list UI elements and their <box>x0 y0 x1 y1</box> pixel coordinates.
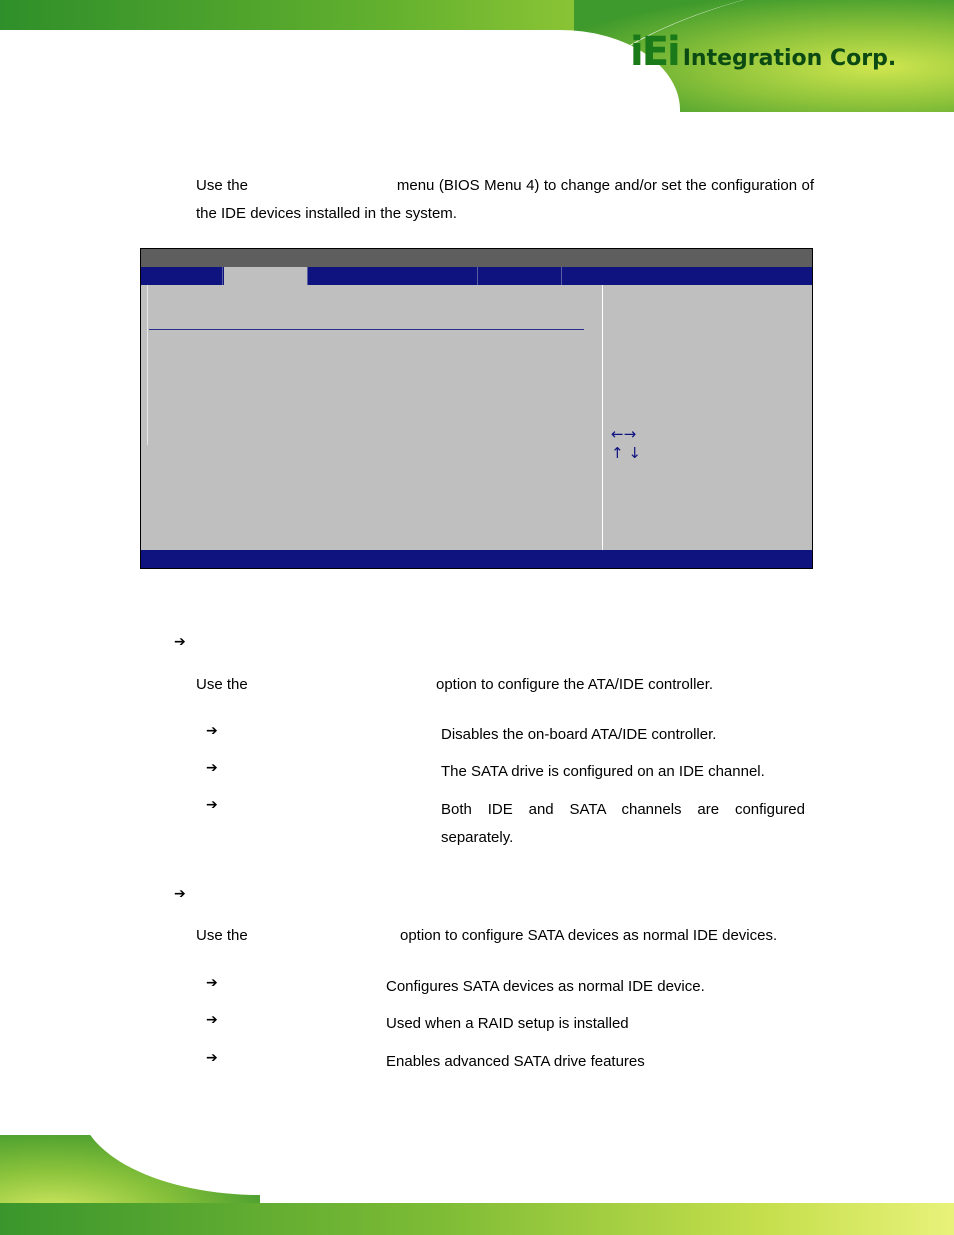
section2-arrow-icon: ➔ <box>174 886 186 902</box>
option-description: Enables advanced SATA drive features <box>386 1053 645 1070</box>
logo-mark: iEi <box>630 29 679 75</box>
bios-tab-1 <box>141 267 223 285</box>
option-arrow-icon: ➔ <box>206 975 218 991</box>
company-logo <box>630 26 896 74</box>
bios-separator-line <box>149 329 584 330</box>
page-header-banner <box>0 0 954 112</box>
option-description: Disables the on-board ATA/IDE controller. <box>441 726 717 743</box>
section2-description: option to configure SATA devices as normal IDE devices. <box>400 927 778 944</box>
bios-menu-bar <box>141 267 812 285</box>
bios-navigation-keys <box>611 425 641 463</box>
section1-arrow-icon: ➔ <box>174 634 186 650</box>
bios-tab-4 <box>478 267 562 285</box>
bios-tab-active <box>224 267 308 285</box>
option-arrow-icon: ➔ <box>206 797 218 813</box>
option-arrow-icon: ➔ <box>206 760 218 776</box>
bios-title-bar <box>141 249 812 267</box>
section2-use-the: Use the <box>196 927 248 944</box>
page-footer-banner <box>0 1135 954 1235</box>
option-arrow-icon: ➔ <box>206 1050 218 1066</box>
bios-help-pane <box>603 285 812 550</box>
option-arrow-icon: ➔ <box>206 723 218 739</box>
intro-rest: menu (BIOS Menu 4) to change and/or set the configuration of the IDE devices installed in the system. <box>196 177 815 222</box>
section1-use-the: Use the <box>196 676 248 693</box>
option-description: Both IDE and SATA channels are configured separately. <box>441 801 805 846</box>
logo-text: Integration Corp. <box>682 46 897 71</box>
left-right-arrows-icon: ←→ <box>611 425 637 443</box>
section1-description: option to configure the ATA/IDE controller. <box>436 676 714 693</box>
up-down-arrows-icon: ↑ ↓ <box>611 444 641 462</box>
intro-paragraph <box>196 172 814 228</box>
option-description: The SATA drive is configured on an IDE channel. <box>441 763 765 780</box>
bios-menu-screenshot <box>140 248 813 569</box>
footer-green-band <box>0 1203 954 1235</box>
bios-tab-3 <box>308 267 478 285</box>
bios-pane-edge <box>147 285 148 445</box>
bios-status-bar <box>141 550 812 568</box>
option-description: Used when a RAID setup is installed <box>386 1015 629 1032</box>
intro-use-the: Use the <box>196 177 248 194</box>
option-description: Configures SATA devices as normal IDE device. <box>386 978 705 995</box>
option-arrow-icon: ➔ <box>206 1012 218 1028</box>
bios-settings-pane <box>141 285 603 550</box>
footer-white-line <box>380 1197 954 1203</box>
